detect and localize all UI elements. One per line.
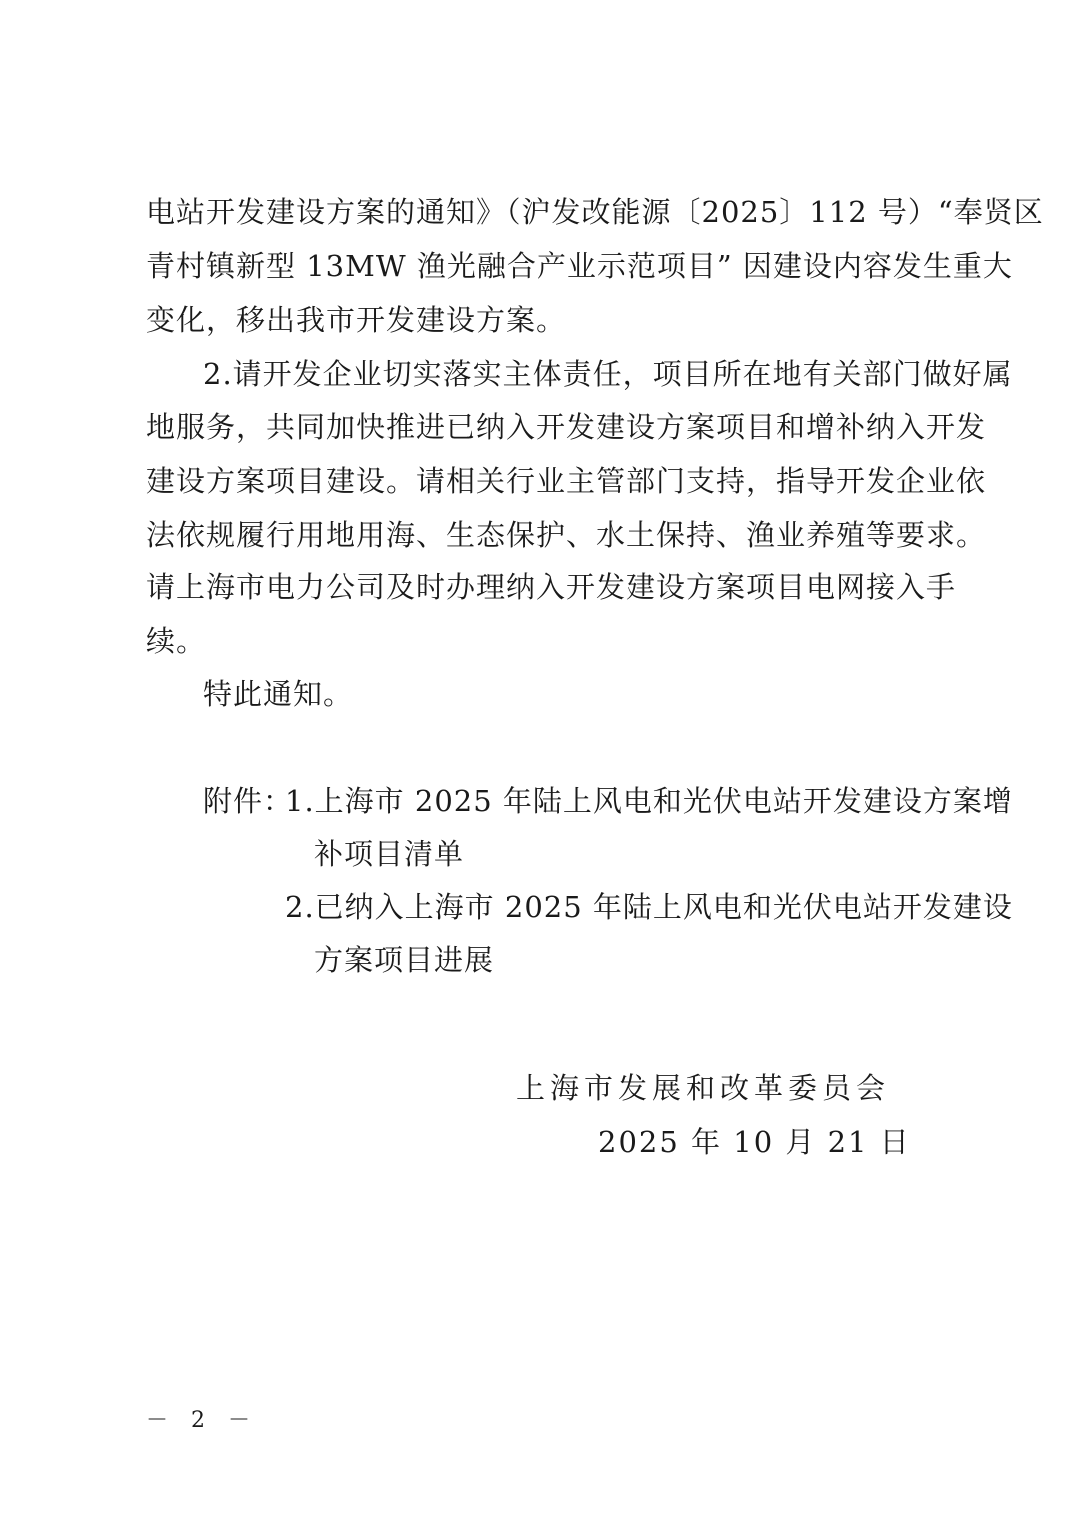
attachment-item: 1.上海市 2025 年陆上风电和光伏电站开发建设方案增	[285, 784, 1013, 818]
signature-organization: 上海市发展和改革委员会	[516, 1071, 891, 1105]
body-paragraph-line: 电站开发建设方案的通知》（沪发改能源〔2025〕112 号）“奉贤区	[146, 195, 1044, 229]
body-paragraph-line: 续。	[146, 624, 207, 658]
body-paragraph-line: 地服务，共同加快推进已纳入开发建设方案项目和增补纳入开发	[146, 410, 987, 444]
attachment-item: 2.已纳入上海市 2025 年陆上风电和光伏电站开发建设	[285, 890, 1013, 924]
attachment-item-continuation: 方案项目进展	[314, 943, 495, 977]
body-paragraph-line: 请上海市电力公司及时办理纳入开发建设方案项目电网接入手	[146, 570, 957, 604]
attachment-item-continuation: 补项目清单	[314, 837, 465, 871]
page-number: － 2 －	[146, 1408, 258, 1433]
signature-date: 2025 年 10 月 21 日	[598, 1125, 911, 1159]
body-paragraph-line: 2.请开发企业切实落实主体责任，项目所在地有关部门做好属	[203, 357, 1013, 391]
body-paragraph-line: 青村镇新型 13MW 渔光融合产业示范项目” 因建设内容发生重大	[146, 249, 1013, 283]
body-paragraph-line: 建设方案项目建设。请相关行业主管部门支持，指导开发企业依	[146, 464, 987, 498]
closing-text: 特此通知。	[203, 677, 354, 711]
attachments-label: 附件：	[203, 784, 294, 818]
body-paragraph-line: 法依规履行用地用海、生态保护、水土保持、渔业养殖等要求。	[146, 518, 987, 552]
body-paragraph-line: 变化，移出我市开发建设方案。	[146, 303, 567, 337]
